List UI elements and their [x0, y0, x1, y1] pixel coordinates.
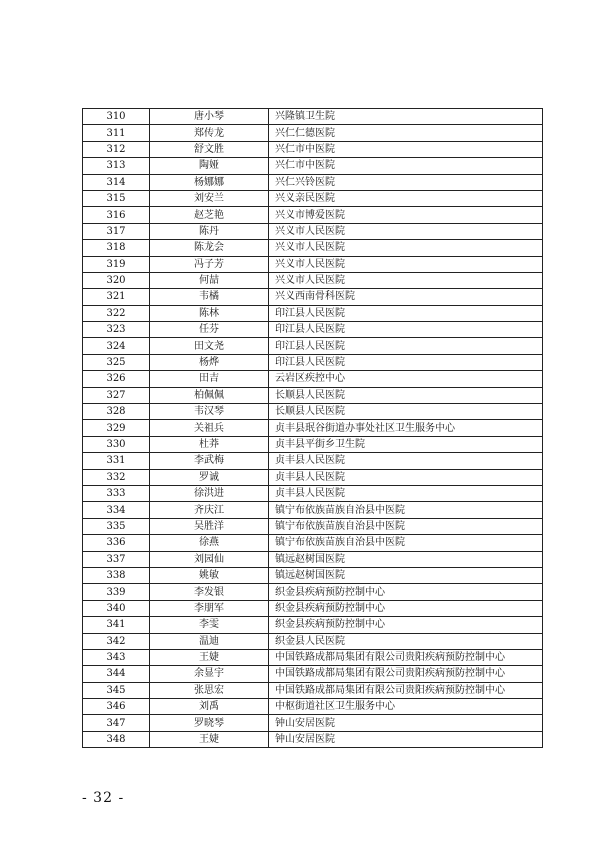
organization-name: 镇远赵树国医院 — [269, 551, 543, 567]
person-name: 赵芝艳 — [150, 207, 269, 223]
table-row — [83, 158, 543, 174]
row-number: 310 — [83, 109, 150, 125]
organization-name: 贞丰县平街乡卫生院 — [269, 436, 543, 452]
person-name: 李雯 — [150, 617, 269, 633]
table-row — [83, 535, 543, 551]
person-name: 刘园仙 — [150, 551, 269, 567]
organization-name: 兴义市人民医院 — [269, 272, 543, 288]
person-name: 李武梅 — [150, 453, 269, 469]
organization-name: 兴义市人民医院 — [269, 240, 543, 256]
table-row — [83, 141, 543, 157]
table-row — [83, 633, 543, 649]
table-row — [83, 584, 543, 600]
row-number: 324 — [83, 338, 150, 354]
table-row — [83, 567, 543, 583]
person-name: 柏佩佩 — [150, 387, 269, 403]
table-row — [83, 109, 543, 125]
row-number: 340 — [83, 600, 150, 616]
person-name: 罗晓琴 — [150, 715, 269, 731]
row-number: 319 — [83, 256, 150, 272]
row-number: 345 — [83, 682, 150, 698]
person-name: 关祖兵 — [150, 420, 269, 436]
organization-name: 镇远赵树国医院 — [269, 567, 543, 583]
organization-name: 贞丰县人民医院 — [269, 453, 543, 469]
row-number: 335 — [83, 518, 150, 534]
person-name: 陈林 — [150, 305, 269, 321]
table-row — [83, 289, 543, 305]
row-number: 317 — [83, 223, 150, 239]
row-number: 314 — [83, 174, 150, 190]
organization-name: 中国铁路成都局集团有限公司贵阳疾病预防控制中心 — [269, 649, 543, 665]
person-name: 温迪 — [150, 633, 269, 649]
table-row — [83, 190, 543, 206]
person-name: 陶娅 — [150, 158, 269, 174]
table-row — [83, 485, 543, 501]
table-row — [83, 404, 543, 420]
table-row — [83, 125, 543, 141]
row-number: 326 — [83, 371, 150, 387]
row-number: 334 — [83, 502, 150, 518]
row-number: 343 — [83, 649, 150, 665]
organization-name: 钟山安居医院 — [269, 731, 543, 747]
row-number: 338 — [83, 567, 150, 583]
row-number: 333 — [83, 485, 150, 501]
person-name: 吴胜洋 — [150, 518, 269, 534]
organization-name: 兴义西南骨科医院 — [269, 289, 543, 305]
row-number: 311 — [83, 125, 150, 141]
table-row — [83, 338, 543, 354]
row-number: 341 — [83, 617, 150, 633]
table-row — [83, 322, 543, 338]
organization-name: 织金县疾病预防控制中心 — [269, 617, 543, 633]
table-row — [83, 207, 543, 223]
row-number: 320 — [83, 272, 150, 288]
person-name: 舒文胜 — [150, 141, 269, 157]
person-name: 任芬 — [150, 322, 269, 338]
table-row — [83, 600, 543, 616]
person-name: 刘禹 — [150, 699, 269, 715]
person-name: 徐燕 — [150, 535, 269, 551]
person-name: 陈龙会 — [150, 240, 269, 256]
page-number: - 32 - — [82, 790, 125, 806]
person-name: 杜莽 — [150, 436, 269, 452]
person-name: 唐小琴 — [150, 109, 269, 125]
table-row — [83, 649, 543, 665]
person-name: 杨烨 — [150, 354, 269, 370]
table-row — [83, 240, 543, 256]
organization-name: 贞丰县人民医院 — [269, 469, 543, 485]
organization-name: 兴隆镇卫生院 — [269, 109, 543, 125]
organization-name: 兴仁市中医院 — [269, 158, 543, 174]
person-name: 陈丹 — [150, 223, 269, 239]
row-number: 327 — [83, 387, 150, 403]
row-number: 330 — [83, 436, 150, 452]
table-row — [83, 518, 543, 534]
organization-name: 印江县人民医院 — [269, 322, 543, 338]
table-row — [83, 256, 543, 272]
person-name: 杨娜娜 — [150, 174, 269, 190]
organization-name: 兴仁市中医院 — [269, 141, 543, 157]
table-row — [83, 354, 543, 370]
person-name: 张思宏 — [150, 682, 269, 698]
person-name: 王婕 — [150, 649, 269, 665]
organization-name: 兴义市博爱医院 — [269, 207, 543, 223]
row-number: 322 — [83, 305, 150, 321]
person-name: 韦汉琴 — [150, 404, 269, 420]
organization-name: 长顺县人民医院 — [269, 404, 543, 420]
row-number: 325 — [83, 354, 150, 370]
table-row — [83, 617, 543, 633]
row-number: 344 — [83, 666, 150, 682]
row-number: 321 — [83, 289, 150, 305]
table-row — [83, 469, 543, 485]
row-number: 346 — [83, 699, 150, 715]
table-row — [83, 682, 543, 698]
row-number: 332 — [83, 469, 150, 485]
table-row — [83, 666, 543, 682]
person-name: 韦橘 — [150, 289, 269, 305]
organization-name: 云岩区疾控中心 — [269, 371, 543, 387]
organization-name: 中枢街道社区卫生服务中心 — [269, 699, 543, 715]
table-row — [83, 305, 543, 321]
organization-name: 织金县疾病预防控制中心 — [269, 600, 543, 616]
row-number: 342 — [83, 633, 150, 649]
table-row — [83, 453, 543, 469]
organization-name: 贞丰县珉谷街道办事处社区卫生服务中心 — [269, 420, 543, 436]
organization-name: 兴义市人民医院 — [269, 256, 543, 272]
person-name: 何喆 — [150, 272, 269, 288]
table-row — [83, 699, 543, 715]
organization-name: 兴义市人民医院 — [269, 223, 543, 239]
person-name: 徐洪进 — [150, 485, 269, 501]
row-number: 347 — [83, 715, 150, 731]
organization-name: 镇宁布依族苗族自治县中医院 — [269, 502, 543, 518]
row-number: 348 — [83, 731, 150, 747]
person-name: 王婕 — [150, 731, 269, 747]
table-row — [83, 731, 543, 747]
row-number: 329 — [83, 420, 150, 436]
person-name: 冯子芳 — [150, 256, 269, 272]
row-number: 331 — [83, 453, 150, 469]
table-row — [83, 436, 543, 452]
table-row — [83, 371, 543, 387]
row-number: 313 — [83, 158, 150, 174]
person-name: 罗诚 — [150, 469, 269, 485]
organization-name: 兴仁兴铃医院 — [269, 174, 543, 190]
organization-name: 印江县人民医院 — [269, 354, 543, 370]
roster-table — [82, 108, 543, 748]
table-row — [83, 174, 543, 190]
person-name: 郑传龙 — [150, 125, 269, 141]
person-name: 刘安兰 — [150, 190, 269, 206]
person-name: 余显宇 — [150, 666, 269, 682]
person-name: 姚敏 — [150, 567, 269, 583]
organization-name: 织金县人民医院 — [269, 633, 543, 649]
organization-name: 兴仁仁德医院 — [269, 125, 543, 141]
organization-name: 印江县人民医院 — [269, 338, 543, 354]
person-name: 田吉 — [150, 371, 269, 387]
row-number: 316 — [83, 207, 150, 223]
organization-name: 贞丰县人民医院 — [269, 485, 543, 501]
row-number: 328 — [83, 404, 150, 420]
organization-name: 织金县疾病预防控制中心 — [269, 584, 543, 600]
table-row — [83, 502, 543, 518]
organization-name: 钟山安居医院 — [269, 715, 543, 731]
row-number: 336 — [83, 535, 150, 551]
organization-name: 中国铁路成都局集团有限公司贵阳疾病预防控制中心 — [269, 666, 543, 682]
person-name: 田文尧 — [150, 338, 269, 354]
row-number: 312 — [83, 141, 150, 157]
organization-name: 镇宁布依族苗族自治县中医院 — [269, 518, 543, 534]
person-name: 齐庆江 — [150, 502, 269, 518]
organization-name: 印江县人民医院 — [269, 305, 543, 321]
person-name: 李朋军 — [150, 600, 269, 616]
row-number: 315 — [83, 190, 150, 206]
roster-body — [83, 109, 543, 748]
row-number: 323 — [83, 322, 150, 338]
row-number: 339 — [83, 584, 150, 600]
table-row — [83, 272, 543, 288]
organization-name: 镇宁布依族苗族自治县中医院 — [269, 535, 543, 551]
row-number: 337 — [83, 551, 150, 567]
organization-name: 中国铁路成都局集团有限公司贵阳疾病预防控制中心 — [269, 682, 543, 698]
table-row — [83, 420, 543, 436]
table-row — [83, 223, 543, 239]
table-row — [83, 715, 543, 731]
person-name: 李发银 — [150, 584, 269, 600]
organization-name: 兴义亲民医院 — [269, 190, 543, 206]
table-row — [83, 551, 543, 567]
organization-name: 长顺县人民医院 — [269, 387, 543, 403]
table-row — [83, 387, 543, 403]
row-number: 318 — [83, 240, 150, 256]
